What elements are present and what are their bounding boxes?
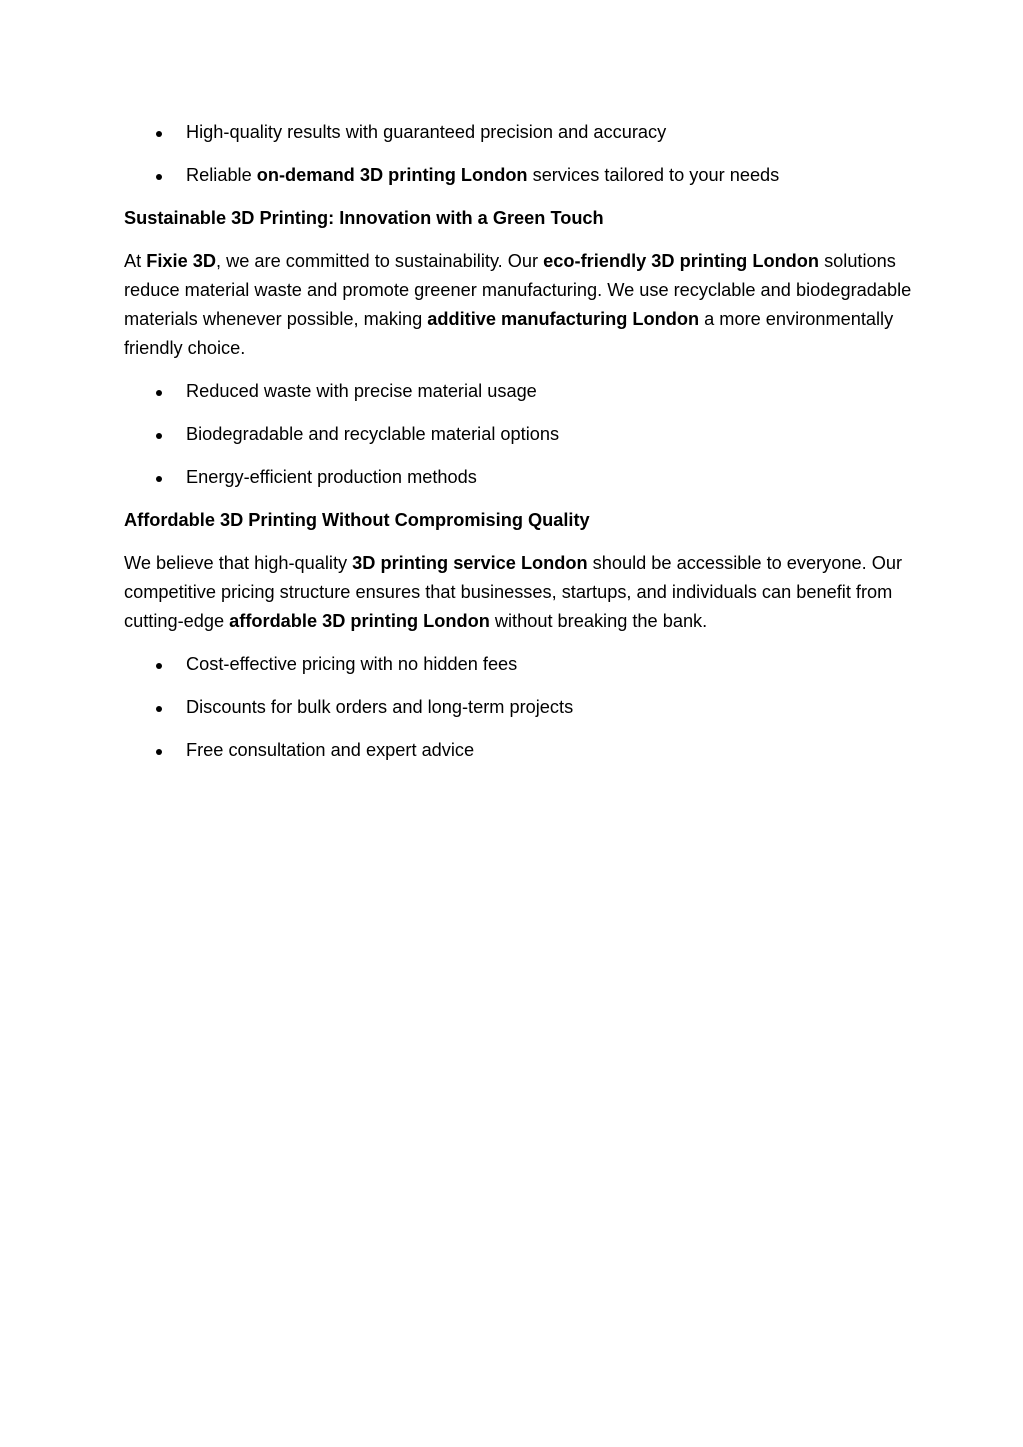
list-item: [124, 463, 914, 492]
affordable-paragraph: [124, 549, 914, 636]
paragraph-text: a more environmentally friendly choice.: [124, 309, 894, 358]
list-item: [124, 693, 914, 722]
list-item-text: High-quality results with guaranteed precision and accuracy: [186, 122, 667, 142]
sustainable-paragraph: [124, 247, 914, 363]
bullet-icon: [156, 706, 162, 712]
list-item-text: Discounts for bulk orders and long-term projects: [186, 697, 574, 717]
paragraph-bold-text: affordable 3D printing London: [229, 611, 490, 631]
paragraph-bold-text: 3D printing service London: [352, 553, 588, 573]
bullet-icon: [156, 131, 162, 137]
list-item-text: services tailored to your needs: [527, 165, 780, 185]
list-item-text: Biodegradable and recyclable material options: [186, 424, 560, 444]
document-page: [124, 118, 914, 779]
paragraph-bold-text: Fixie 3D: [146, 251, 216, 271]
paragraph-text: solutions reduce material waste and promote greener manufacturing. We use recyclable and biodegradable materials whenever possible, making: [124, 251, 912, 329]
paragraph-text: should be accessible to everyone. Our competitive pricing structure ensures that businesses, startups, and individuals can benefit from cutting-edge: [124, 553, 903, 631]
section-heading-sustainable: Sustainable 3D Printing: Innovation with a Green Touch: [124, 208, 604, 228]
bullet-icon: [156, 749, 162, 755]
list-item-text: Cost-effective pricing with no hidden fees: [186, 654, 518, 674]
affordable-bullet-list: [124, 650, 914, 765]
list-item: [124, 377, 914, 406]
paragraph-bold-text: eco-friendly 3D printing London: [543, 251, 820, 271]
list-item-text: Energy-efficient production methods: [186, 467, 477, 487]
bullet-icon: [156, 433, 162, 439]
list-item-text: Reliable: [186, 165, 257, 185]
list-item-bold-text: on-demand 3D printing London: [256, 165, 528, 185]
bullet-icon: [156, 390, 162, 396]
list-item: [124, 161, 914, 190]
list-item-text: Reduced waste with precise material usage: [186, 381, 537, 401]
bullet-icon: [156, 663, 162, 669]
list-item: [124, 650, 914, 679]
paragraph-text: , we are committed to sustainability. Our: [216, 251, 544, 271]
bullet-icon: [156, 476, 162, 482]
paragraph-text: At: [124, 251, 147, 271]
list-item: [124, 118, 914, 147]
paragraph-text: without breaking the bank.: [489, 611, 708, 631]
section-heading-affordable: Affordable 3D Printing Without Compromising Quality: [124, 510, 590, 530]
bullet-icon: [156, 174, 162, 180]
paragraph-bold-text: additive manufacturing London: [427, 309, 700, 329]
list-item: [124, 736, 914, 765]
paragraph-text: We believe that high-quality: [124, 553, 353, 573]
sustainable-bullet-list: [124, 377, 914, 492]
list-item-text: Free consultation and expert advice: [186, 740, 475, 760]
intro-bullet-list: [124, 118, 914, 190]
list-item: [124, 420, 914, 449]
